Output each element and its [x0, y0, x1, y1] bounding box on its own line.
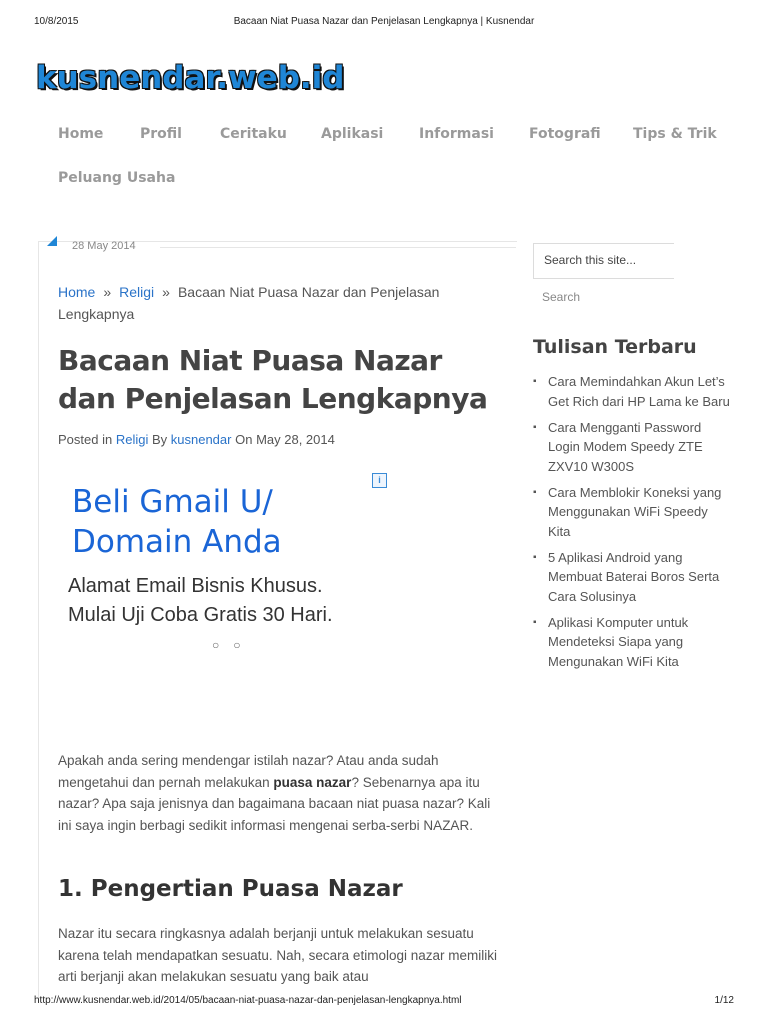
breadcrumb-separator: » — [162, 284, 170, 300]
nav-item-profil[interactable]: Profil — [140, 126, 182, 142]
recent-post-item[interactable]: ▪ Cara Mengganti Password Login Modem Speedy ZTE ZXV10 W300S — [533, 418, 733, 477]
ad-pagination-dots[interactable]: ○○ — [212, 638, 255, 652]
nav-item-aplikasi[interactable]: Aplikasi — [321, 126, 384, 142]
post-meta — [58, 432, 335, 447]
intro-text-a: Apakah anda sering mendengar istilah nazar? Atau anda sudah mengetahui dan pernah melakukan — [58, 753, 439, 790]
ad-desc-line1: Alamat Email Bisnis Khusus. — [68, 575, 323, 597]
breadcrumb-current: Bacaan Niat Puasa Nazar dan Penjelasan Lengkapnya — [58, 284, 440, 322]
intro-keyword: puasa nazar — [273, 774, 352, 790]
post-title: Bacaan Niat Puasa Nazar dan Penjelasan Lengkapnya — [58, 344, 488, 415]
print-url: http://www.kusnendar.web.id/2014/05/bacaan-niat-puasa-nazar-dan-penjelasan-lengkapnya.html — [34, 995, 462, 1006]
ad-headline-line1[interactable]: Beli Gmail U/ — [72, 484, 273, 520]
nav-item-ceritaku[interactable]: Ceritaku — [220, 126, 287, 142]
ad-headline[interactable] — [72, 482, 282, 562]
print-title: Bacaan Niat Puasa Nazar dan Penjelasan Lengkapnya | Kusnendar — [233, 16, 535, 27]
nav-item-fotografi[interactable]: Fotografi — [529, 126, 601, 142]
breadcrumb-home[interactable]: Home — [58, 284, 96, 300]
breadcrumb — [58, 281, 498, 325]
print-date: 10/8/2015 — [34, 16, 79, 27]
search-input[interactable] — [534, 244, 674, 276]
nav-item-peluang-usaha[interactable]: Peluang Usaha — [58, 170, 176, 186]
ad-info-icon[interactable]: i — [372, 473, 387, 488]
meta-date: On May 28, 2014 — [235, 432, 335, 447]
nav-item-home[interactable]: Home — [58, 126, 104, 142]
recent-post-item[interactable]: ▪ Cara Memblokir Koneksi yang Menggunakan WiFi Speedy Kita — [533, 483, 733, 542]
meta-author-link[interactable]: kusnendar — [170, 432, 232, 447]
recent-post-item[interactable]: ▪ Cara Memindahkan Akun Let’s Get Rich dari HP Lama ke Baru — [533, 372, 733, 411]
recent-posts-list — [533, 372, 733, 678]
ad-headline-line2[interactable]: Domain Anda — [72, 524, 282, 560]
site-logo[interactable]: kusnendar.web.id — [36, 60, 345, 96]
nav-item-tips-trik[interactable]: Tips & Trik — [633, 126, 717, 142]
date-divider — [160, 247, 516, 248]
corner-triangle-icon — [47, 236, 57, 246]
intro-text-b: ? Sebenarnya apa itu nazar? Apa saja jenisnya dan bagaimana bacaan niat puasa nazar? Kali ini saya ingin berbagi sedikit informasi mengenai serba-serbi NAZAR. — [58, 774, 491, 833]
recent-posts-title: Tulisan Terbaru — [533, 336, 697, 358]
breadcrumb-religi[interactable]: Religi — [119, 284, 155, 300]
ad-desc-line2: Mulai Uji Coba Gratis 30 Hari. — [68, 604, 333, 626]
section-paragraph: Nazar itu secara ringkasnya adalah berjanji untuk melakukan sesuatu karena telah mendapatkan sesuatu. Nah, secara etimologi nazar memiliki arti berjanji akan melakukan sesuatu yang baik atau — [58, 926, 497, 984]
recent-post-item[interactable]: ▪ Aplikasi Komputer untuk Mendeteksi Siapa yang Mengunakan WiFi Kita — [533, 613, 733, 672]
print-page-number: 1/12 — [714, 995, 734, 1006]
ad-banner[interactable] — [58, 472, 388, 662]
meta-by: By — [151, 432, 168, 447]
intro-paragraph — [58, 750, 498, 836]
meta-category-link[interactable]: Religi — [115, 432, 149, 447]
meta-posted-in: Posted in — [58, 432, 113, 447]
breadcrumb-separator: » — [103, 284, 112, 300]
ad-description — [68, 572, 333, 630]
section-heading: 1. Pengertian Puasa Nazar — [58, 876, 403, 902]
search-button[interactable]: Search — [542, 290, 581, 304]
search-box — [533, 243, 674, 279]
post-date: 28 May 2014 — [72, 240, 136, 252]
recent-post-item[interactable]: ▪ 5 Aplikasi Android yang Membuat Baterai Boros Serta Cara Solusinya — [533, 548, 733, 607]
nav-item-informasi[interactable]: Informasi — [419, 126, 494, 142]
